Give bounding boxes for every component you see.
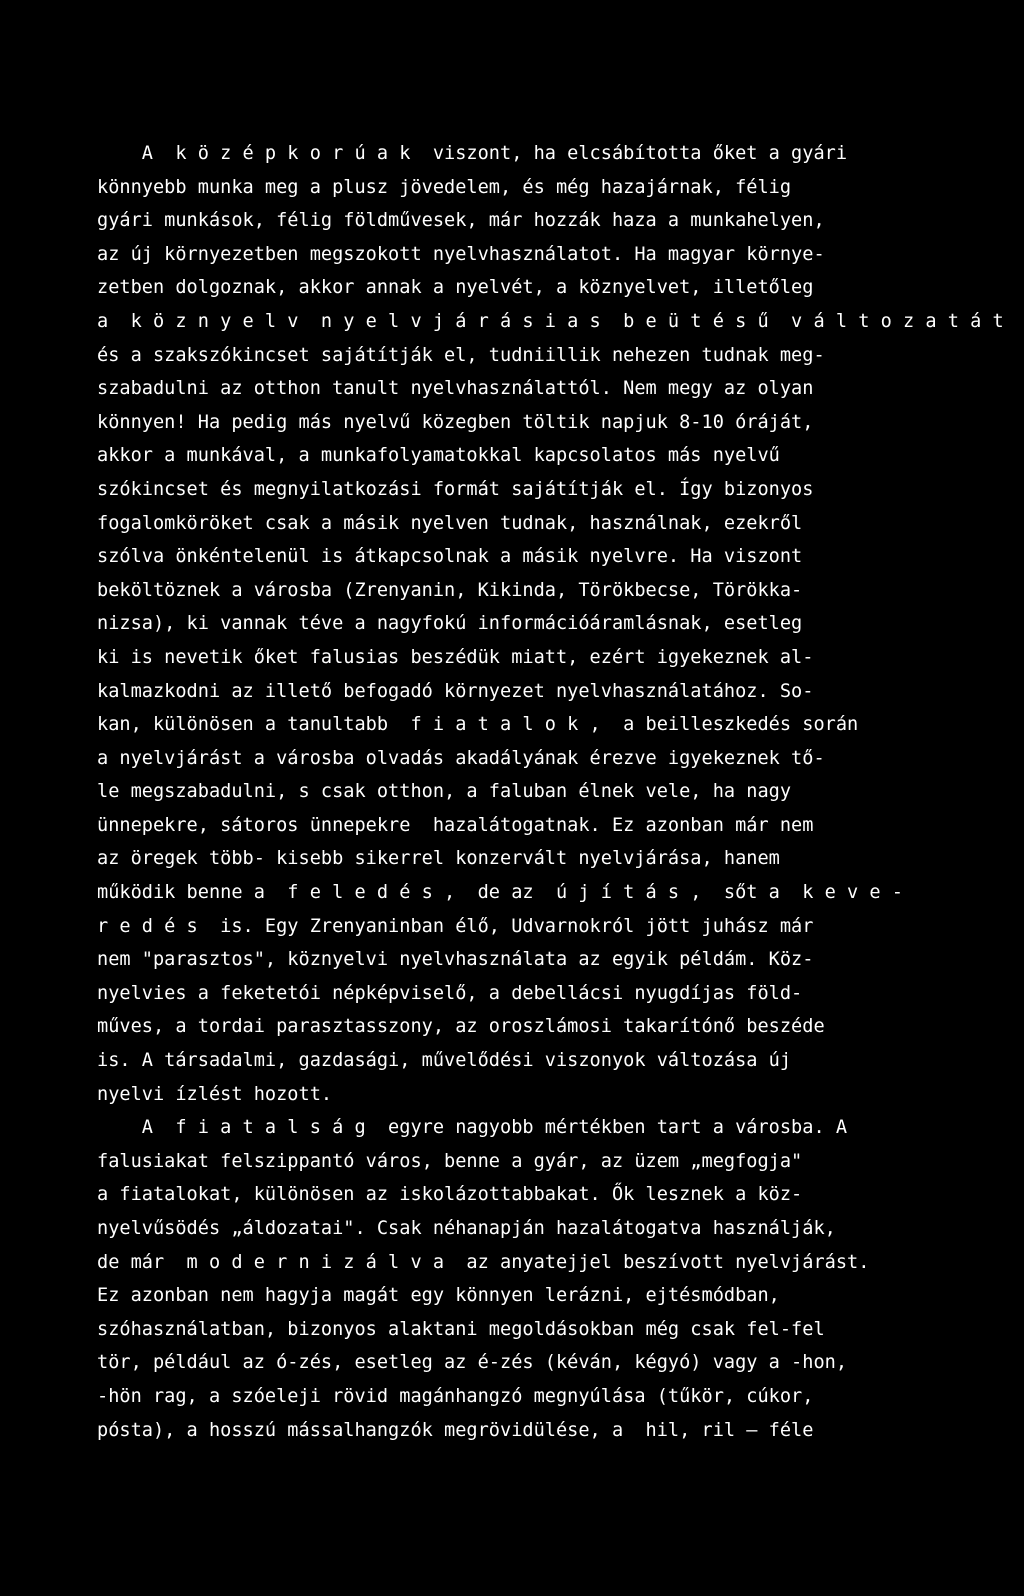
text-line: szabadulni az otthon tanult nyelvhasználattól. Nem megy az olyan: [97, 378, 814, 400]
text-line: akkor a munkával, a munkafolyamatokkal kapcsolatos más nyelvű: [97, 445, 780, 467]
text-line: fogalomköröket csak a másik nyelven tudnak, használnak, ezekről: [97, 512, 803, 534]
text-line: nem "parasztos", köznyelvi nyelvhasználata az egyik példám. Köz-: [97, 949, 814, 971]
text-line: szólva önkéntelenül is átkapcsolnak a másik nyelvre. Ha viszont: [97, 546, 803, 568]
text-line: szóhasználatban, bizonyos alaktani megoldásokban még csak fel-fel: [97, 1318, 825, 1340]
text-line: -hön rag, a szóeleji rövid magánhangzó megnyúlása (tűkör, cúkor,: [97, 1385, 814, 1407]
text-line: ki is nevetik őket falusias beszédük miatt, ezért igyekeznek al-: [97, 646, 814, 668]
text-line: az öregek több- kisebb sikerrel konzervált nyelvjárása, hanem: [97, 848, 780, 870]
text-line: Ez azonban nem hagyja magát egy könnyen lerázni, ejtésmódban,: [97, 1285, 780, 1307]
text-line: zetben dolgoznak, akkor annak a nyelvét, a köznyelvet, illetőleg: [97, 277, 814, 299]
text-line: beköltöznek a városba (Zrenyanin, Kikinda, Törökbecse, Törökka-: [97, 579, 803, 601]
text-line: könnyebb munka meg a plusz jövedelem, és még hazajárnak, félig: [97, 176, 792, 198]
text-line: a fiatalokat, különösen az iskolázottabbakat. Ők lesznek a köz-: [97, 1184, 803, 1206]
text-line: és a szakszókincset sajátítják el, tudniillik nehezen tudnak meg-: [97, 344, 825, 366]
text-line: tör, például az ó-zés, esetleg az é-zés (kéván, kégyó) vagy a -hon,: [97, 1352, 848, 1374]
text-line: ünnepekre, sátoros ünnepekre hazalátogatnak. Ez azonban már nem: [97, 814, 814, 836]
text-line: kan, különösen a tanultabb f i a t a l o k , a beilleszkedés során: [97, 714, 859, 736]
text-line: r e d é s is. Egy Zrenyaninban élő, Udvarnokról jött juhász már: [97, 915, 814, 937]
body-text: [97, 137, 1004, 1447]
text-line: működik benne a f e l e d é s , de az ú j í t á s , sőt a k e v e -: [97, 882, 903, 904]
text-line: le megszabadulni, s csak otthon, a faluban élnek vele, ha nagy: [97, 781, 792, 803]
text-line: nyelvűsödés „áldozatai". Csak néhanapján hazalátogatva használják,: [97, 1218, 836, 1239]
text-line: A k ö z é p k o r ú a k viszont, ha elcsábította őket a gyári: [97, 143, 848, 164]
text-line: A f i a t a l s á g egyre nagyobb mértékben tart a városba. A: [97, 1117, 848, 1139]
text-line: könnyen! Ha pedig más nyelvű közegben töltik napjuk 8-10 óráját,: [97, 411, 814, 433]
text-line: pósta), a hosszú mássalhangzók megrövidülése, a hil, ril — féle: [97, 1419, 814, 1441]
text-line: a nyelvjárást a városba olvadás akadályának érezve igyekeznek tő-: [97, 747, 825, 769]
text-line: de már m o d e r n i z á l v a az anyatejjel beszívott nyelvjárást.: [97, 1251, 870, 1273]
text-line: szókincset és megnyilatkozási formát sajátítják el. Így bizonyos: [97, 478, 814, 500]
text-line: falusiakat felszippantó város, benne a gyár, az üzem „megfogja": [97, 1150, 803, 1172]
text-line: műves, a tordai parasztasszony, az oroszlámosi takarítónő beszéde: [97, 1016, 825, 1038]
text-line: is. A társadalmi, gazdasági, művelődési viszonyok változása új: [97, 1050, 792, 1072]
text-line: nyelvi ízlést hozott.: [97, 1083, 333, 1105]
text-line: nyelvies a feketetói népképviselő, a debellácsi nyugdíjas föld-: [97, 982, 803, 1004]
text-line: kalmazkodni az illető befogadó környezet nyelvhasználatához. So-: [97, 680, 814, 702]
text-line: gyári munkások, félig földművesek, már hozzák haza a munkahelyen,: [97, 210, 825, 232]
text-line: a k ö z n y e l v n y e l v j á r á s i a s b e ü t é s ű v á l t o z a t á t: [97, 310, 1004, 332]
text-line: nizsa), ki vannak téve a nagyfokú információáramlásnak, esetleg: [97, 613, 803, 635]
text-line: az új környezetben megszokott nyelvhasználatot. Ha magyar környe-: [97, 243, 825, 265]
